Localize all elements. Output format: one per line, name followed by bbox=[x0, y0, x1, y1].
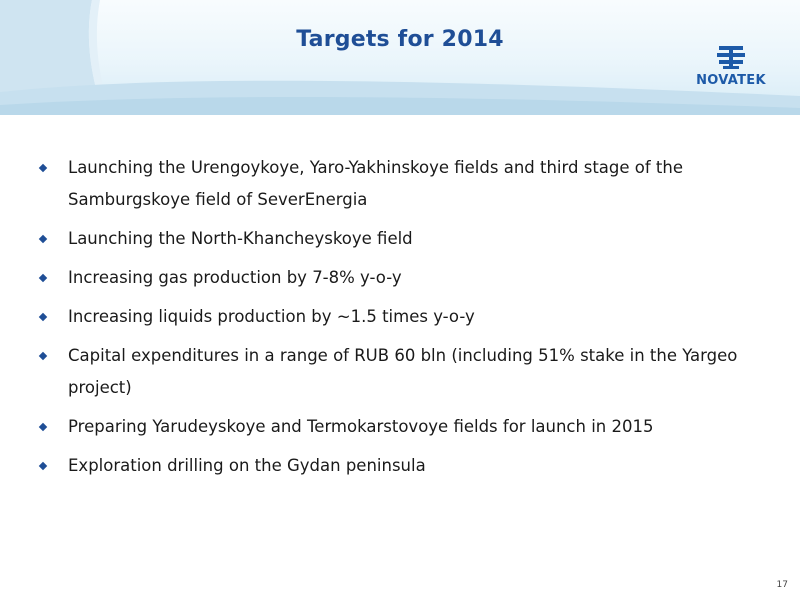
page-number: 17 bbox=[776, 580, 788, 590]
bullet-item bbox=[38, 411, 768, 443]
header-decoration bbox=[0, 0, 800, 115]
bullet-text: Increasing gas production by 7-8% y-o-y bbox=[68, 268, 402, 287]
bullet-item bbox=[38, 340, 768, 404]
diamond-bullet-icon bbox=[39, 423, 47, 431]
slide-title: Targets for 2014 bbox=[296, 27, 504, 52]
bullet-text: Exploration drilling on the Gydan peninsula bbox=[68, 456, 426, 475]
novatek-logo-icon bbox=[717, 46, 745, 70]
diamond-bullet-icon bbox=[39, 164, 47, 172]
logo-text: NOVATEK bbox=[696, 73, 766, 88]
bullet-item bbox=[38, 450, 768, 482]
diamond-bullet-icon bbox=[39, 313, 47, 321]
bullet-text: Preparing Yarudeyskoye and Termokarstovoye fields for launch in 2015 bbox=[68, 417, 654, 436]
bullet-text: Increasing liquids production by ~1.5 times y-o-y bbox=[68, 307, 475, 326]
diamond-bullet-icon bbox=[39, 352, 47, 360]
bullet-list bbox=[38, 152, 768, 489]
diamond-bullet-icon bbox=[39, 462, 47, 470]
bullet-item bbox=[38, 301, 768, 333]
bullet-item bbox=[38, 262, 768, 294]
bullet-item bbox=[38, 223, 768, 255]
slide-header bbox=[0, 0, 800, 115]
bullet-item bbox=[38, 152, 768, 216]
diamond-bullet-icon bbox=[39, 235, 47, 243]
bullet-text: Launching the Urengoykoye, Yaro-Yakhinskoye fields and third stage of the Samburgskoye field of SeverEnergia bbox=[68, 158, 683, 209]
diamond-bullet-icon bbox=[39, 274, 47, 282]
novatek-logo bbox=[686, 46, 776, 88]
bullet-text: Launching the North-Khancheyskoye field bbox=[68, 229, 413, 248]
bullet-text: Capital expenditures in a range of RUB 60 bln (including 51% stake in the Yargeo project) bbox=[68, 346, 738, 397]
